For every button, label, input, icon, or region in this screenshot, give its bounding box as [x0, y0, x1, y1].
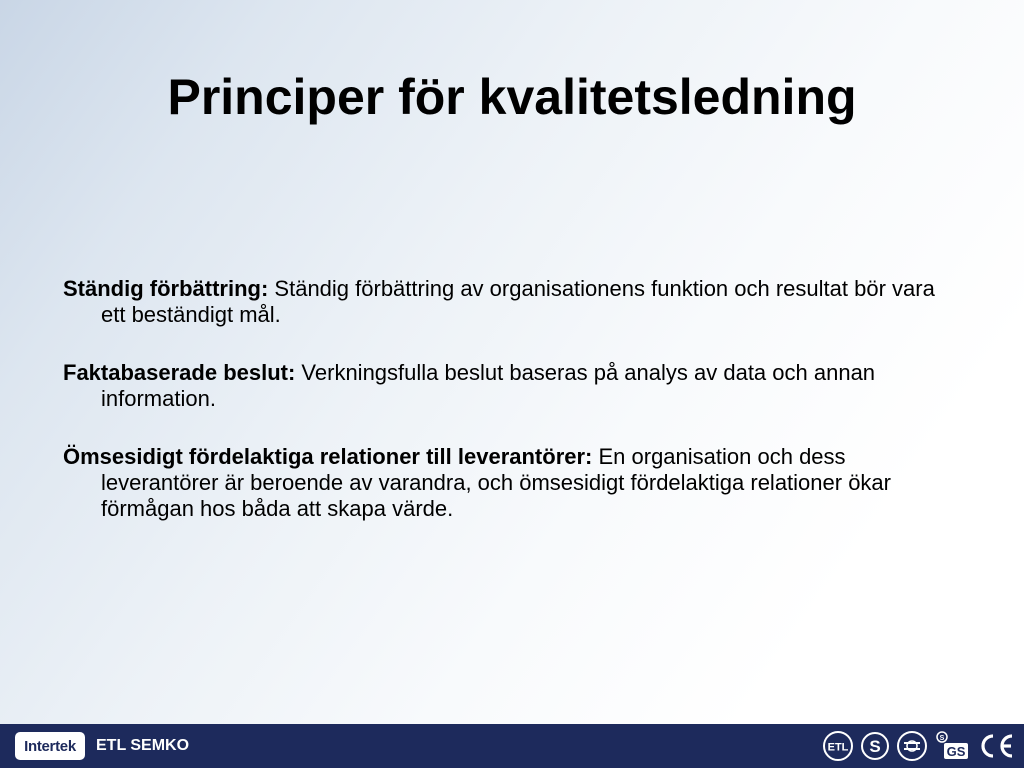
- s-mark-icon: [860, 730, 890, 762]
- intertek-logo: Intertek: [15, 732, 85, 760]
- bullet-lead: Ömsesidigt fördelaktiga relationer till leverantörer:: [63, 444, 593, 469]
- bullet-text: En organisation och dess leverantörer är beroende av varandra, och ömsesidigt fördelaktiga relationer ökar förmågan hos båda att skapa värde.: [101, 444, 891, 521]
- gs-mark-icon: [934, 730, 970, 762]
- etl-semko-brand: ETL SEMKO: [96, 737, 190, 754]
- semko-mark-icon: [896, 730, 928, 762]
- bullet-omsesidigt-fordelaktiga-relationer: [63, 444, 963, 522]
- svg-text:S: S: [869, 737, 881, 756]
- bullet-text: Ständig förbättring av organisationens funktion och resultat bör vara ett beständigt mål.: [101, 276, 935, 327]
- svg-text:S: S: [939, 735, 945, 742]
- bullet-lead: Ständig förbättring:: [63, 276, 269, 301]
- slide-content: [63, 276, 963, 554]
- svg-text:ETL: ETL: [827, 741, 849, 754]
- slide-title: Principer för kvalitetsledning: [167, 69, 857, 125]
- bullet-text: Verkningsfulla beslut baseras på analys av data och annan information.: [101, 360, 876, 411]
- bullet-lead: Faktabaserade beslut:: [63, 360, 296, 385]
- ce-mark-icon: [976, 730, 1016, 762]
- bullet-standig-forbattring: [63, 276, 963, 328]
- certification-marks: [822, 730, 1016, 762]
- etl-mark-icon: [822, 730, 854, 762]
- svg-text:GS: GS: [946, 744, 966, 759]
- footer-bar: [0, 724, 1024, 768]
- bullet-faktabaserade-beslut: [63, 360, 963, 412]
